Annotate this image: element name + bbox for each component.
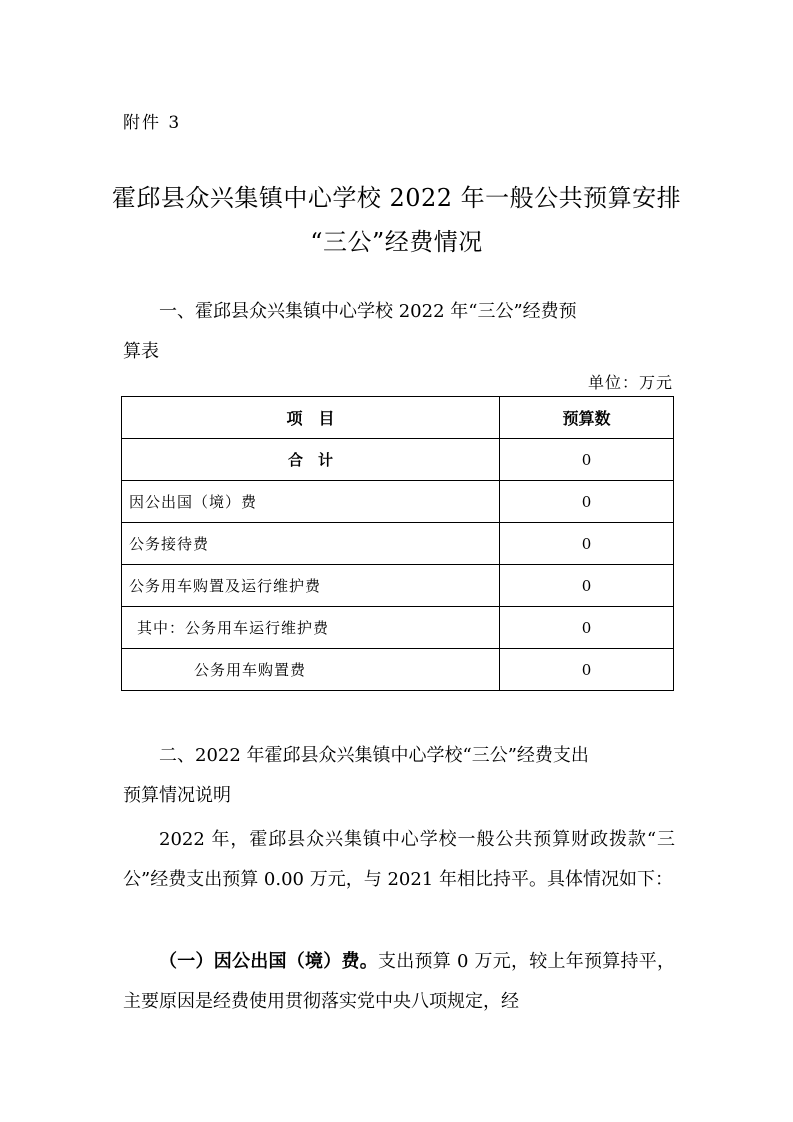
table-row [122, 607, 674, 649]
section-1-heading [123, 292, 673, 372]
row-label-vehicle-operation: 其中：公务用车运行维护费 [122, 607, 500, 649]
section-2-heading-line-1: 二、2022 年霍邱县众兴集镇中心学校“三公”经费支出 [159, 745, 589, 766]
table-header-row [122, 397, 674, 439]
document-title-line-2: “三公”经费情况 [310, 228, 483, 256]
row-value-vehicle-operation: 0 [500, 607, 674, 649]
row-label-total: 合 计 [122, 439, 500, 481]
section-1-heading-line-1: 一、霍邱县众兴集镇中心学校 2022 年“三公”经费预 [159, 301, 577, 322]
paragraph-2-bold-lead: （一）因公出国（境）费。 [159, 951, 379, 972]
section-2-heading-line-2: 预算情况说明 [123, 785, 231, 806]
row-label-reception: 公务接待费 [122, 523, 500, 565]
table-row [122, 481, 674, 523]
header-amount: 预算数 [500, 397, 674, 439]
unit-label: 单位：万元 [587, 373, 673, 392]
paragraph-1-text: 2022 年，霍邱县众兴集镇中心学校一般公共预算财政拨款“三公”经费支出预算 0.00 万元，与 2021 年相比持平。具体情况如下： [123, 829, 675, 890]
attachment-label: 附件 3 [123, 113, 182, 133]
paragraph-2-body: 支出预算 0 万元，较上年预算持平，主要原因是经费使用贯彻落实党中央八项规定，经 [123, 951, 675, 1012]
paragraph-2-text [123, 942, 675, 1022]
table-row [122, 649, 674, 691]
budget-table [121, 396, 674, 691]
row-value-vehicle-purchase: 0 [500, 649, 674, 691]
row-label-vehicle: 公务用车购置及运行维护费 [122, 565, 500, 607]
section-2-heading [123, 736, 673, 816]
section-1-heading-line-2: 算表 [123, 341, 159, 362]
row-value-overseas: 0 [500, 481, 674, 523]
row-value-vehicle: 0 [500, 565, 674, 607]
paragraph-2 [123, 942, 675, 1022]
document-title-line-1: 霍邱县众兴集镇中心学校 2022 年一般公共预算安排 [111, 184, 682, 212]
table-row [122, 439, 674, 481]
table-row [122, 565, 674, 607]
paragraph-1 [123, 820, 675, 900]
row-label-overseas: 因公出国（境）费 [122, 481, 500, 523]
row-value-reception: 0 [500, 523, 674, 565]
document-title [0, 176, 793, 264]
row-label-vehicle-purchase: 公务用车购置费 [122, 649, 500, 691]
header-item: 项 目 [122, 397, 500, 439]
table-row [122, 523, 674, 565]
row-value-total: 0 [500, 439, 674, 481]
